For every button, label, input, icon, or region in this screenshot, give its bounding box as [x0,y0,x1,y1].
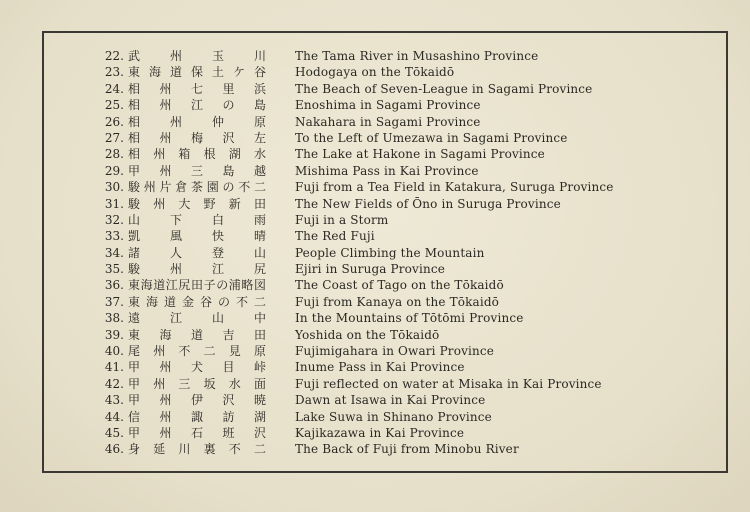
print-title-list [44,48,726,458]
english-title: Fuji from a Tea Field in Katakura, Suruga Province [295,180,614,195]
japanese-title: 甲 州 石 班 沢 [128,425,266,440]
japanese-title: 身延川裏不二 [128,442,266,457]
entry-number: 32. [104,212,124,227]
english-title: Fuji from Kanaya on the Tōkaidō [295,294,500,309]
english-title: Fuji reflected on water at Misaka in Kai Province [295,376,602,391]
english-title: Fujimigahara in Owari Province [295,344,494,359]
list-item [44,64,726,80]
english-title: To the Left of Umezawa in Sagami Province [295,130,568,145]
list-item [44,146,726,162]
english-title: Dawn at Isawa in Kai Province [295,393,486,408]
english-title: The Red Fuji [295,229,375,244]
entry-number: 26. [104,114,124,129]
entry-number: 34. [104,245,124,260]
japanese-title: 信 州 諏 訪 湖 [128,409,266,424]
english-title: Hodogaya on the Tōkaidō [295,65,455,80]
entry-number: 36. [104,278,124,293]
japanese-title: 東 海 道 吉 田 [128,327,266,342]
entry-number: 41. [104,360,124,375]
english-title: Inume Pass in Kai Province [295,360,465,375]
list-item [44,441,726,457]
list-item [44,327,726,343]
list-item [44,130,726,146]
japanese-title: 遠 江 山 中 [128,311,266,326]
entry-number: 31. [104,196,124,211]
entry-number: 30. [104,180,124,195]
english-title: The Beach of Seven-League in Sagami Province [295,81,593,96]
english-title: Lake Suwa in Shinano Province [295,409,492,424]
english-title: The Back of Fuji from Minobu River [295,442,519,457]
japanese-title: 甲 州 伊 沢 暁 [128,393,266,408]
japanese-title: 甲 州 三 島 越 [128,163,266,178]
entry-number: 40. [104,344,124,359]
english-title: The Tama River in Musashino Province [295,49,539,63]
list-item [44,392,726,408]
entry-number: 44. [104,409,124,424]
list-item [44,277,726,293]
list-item [44,359,726,375]
english-title: The New Fields of Ōno in Suruga Province [295,196,561,211]
list-item [44,261,726,277]
english-title: Enoshima in Sagami Province [295,98,481,113]
list-item [44,425,726,441]
entry-number: 22. [104,49,124,63]
japanese-title: 相 州 梅 沢 左 [128,130,266,145]
entry-number: 23. [104,65,124,80]
japanese-title: 相 州 仲 原 [128,114,266,129]
japanese-title: 東海道保土ケ谷 [128,65,266,80]
entry-number: 39. [104,327,124,342]
english-title: Fuji in a Storm [295,212,389,227]
list-item [44,97,726,113]
english-title: Mishima Pass in Kai Province [295,163,479,178]
entry-number: 38. [104,311,124,326]
entry-number: 43. [104,393,124,408]
entry-number: 45. [104,425,124,440]
list-item [44,343,726,359]
entry-number: 42. [104,376,124,391]
japanese-title: 尾州不二見原 [128,344,266,359]
list-item [44,196,726,212]
japanese-title: 東海道江尻田子の浦略図 [128,278,266,293]
entry-number: 28. [104,147,124,162]
entry-number: 46. [104,442,124,457]
list-item [44,114,726,130]
list-item [44,294,726,310]
list-frame [42,31,728,473]
japanese-title: 甲州三坂水面 [128,376,266,391]
japanese-title: 駿州片倉茶園の不二 [128,180,266,195]
japanese-title: 相州箱根湖水 [128,147,266,162]
entry-number: 25. [104,98,124,113]
list-item [44,48,726,64]
list-item [44,163,726,179]
japanese-title: 東海道金谷の不二 [128,294,266,309]
english-title: People Climbing the Mountain [295,245,485,260]
japanese-title: 凱 風 快 晴 [128,229,266,244]
entry-number: 24. [104,81,124,96]
list-item [44,376,726,392]
japanese-title: 甲 州 犬 目 峠 [128,360,266,375]
list-item [44,245,726,261]
japanese-title: 相 州 七 里 浜 [128,81,266,96]
japanese-title: 武 州 玉 川 [128,49,266,63]
list-item [44,409,726,425]
english-title: The Lake at Hakone in Sagami Province [295,147,545,162]
english-title: In the Mountains of Tōtōmi Province [295,311,524,326]
english-title: Nakahara in Sagami Province [295,114,481,129]
english-title: Ejiri in Suruga Province [295,262,445,277]
japanese-title: 駿 州 江 尻 [128,262,266,277]
list-item [44,212,726,228]
english-title: Yoshida on the Tōkaidō [295,327,440,342]
japanese-title: 山 下 白 雨 [128,212,266,227]
japanese-title: 相 州 江 の 島 [128,98,266,113]
entry-number: 27. [104,130,124,145]
list-item [44,310,726,326]
english-title: The Coast of Tago on the Tōkaidō [295,278,504,293]
list-item [44,179,726,195]
list-item [44,81,726,97]
entry-number: 37. [104,294,124,309]
list-item [44,228,726,244]
japanese-title: 駿州大野新田 [128,196,266,211]
english-title: Kajikazawa in Kai Province [295,425,465,440]
japanese-title: 諸 人 登 山 [128,245,266,260]
entry-number: 33. [104,229,124,244]
entry-number: 35. [104,262,124,277]
entry-number: 29. [104,163,124,178]
